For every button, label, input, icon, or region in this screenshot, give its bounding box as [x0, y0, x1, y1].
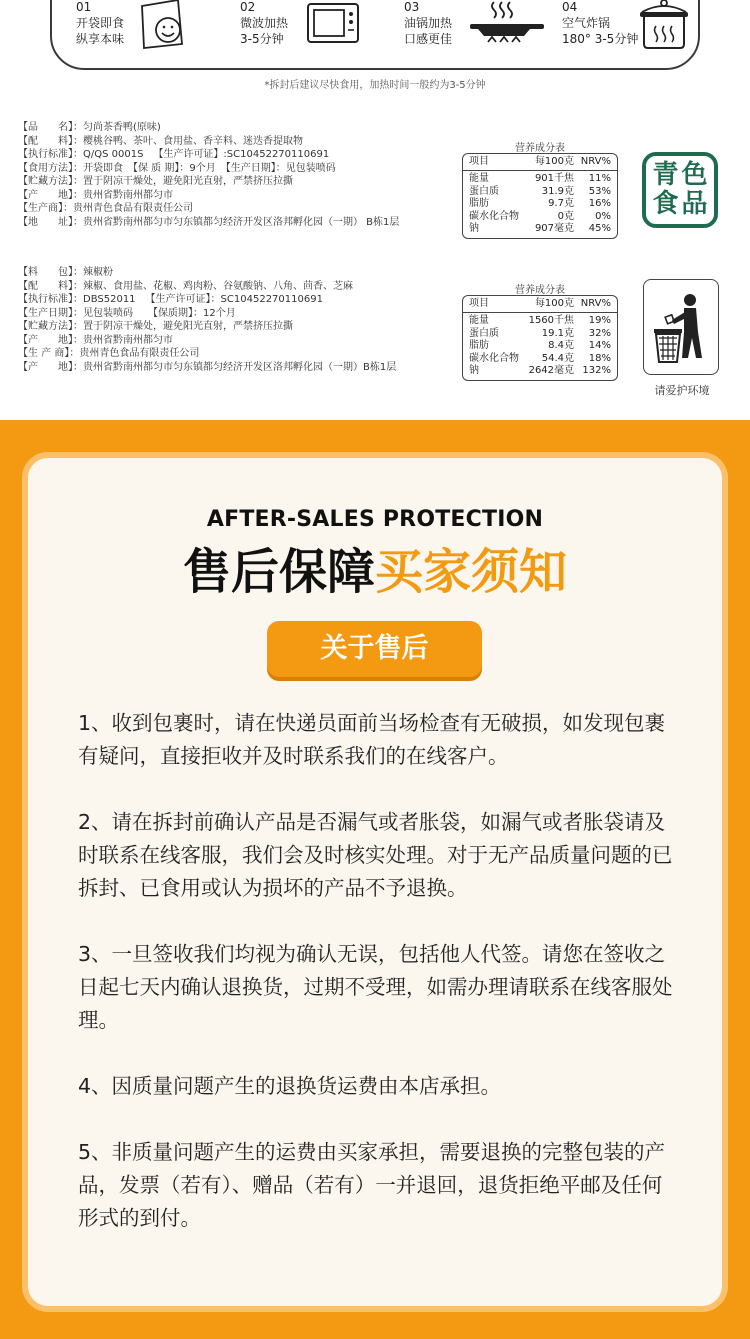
about-after-sales-badge: 关于售后	[267, 621, 482, 677]
rule-item: 4、因质量问题产生的退换货运费由本店承担。	[78, 1074, 502, 1098]
brand-logo	[642, 152, 718, 228]
label-row: 【生产日期】：见包装喷码 【保质期】：12个月	[18, 307, 236, 319]
product-label-main	[18, 121, 478, 229]
after-sales-rules	[78, 707, 678, 1268]
method-detail: 3-5分钟	[240, 32, 284, 46]
nutrition-row: 脂肪 9.7克 16%	[469, 198, 611, 210]
nutrition-row: 能量 901千焦 11%	[469, 173, 611, 184]
nutrition-table-seasoning	[462, 281, 618, 381]
nutrition-row: 蛋白质 31.9克 53%	[469, 185, 611, 197]
nutrition-title: 营养成分表	[515, 143, 565, 154]
recycle-badge	[643, 279, 719, 375]
label-row: 【配 料】：辣椒、食用盐、花椒、鸡肉粉、谷氨酸钠、八角、茴香、芝麻	[18, 280, 353, 292]
rule-item: 2、请在拆封前确认产品是否漏气或者胀袋，如漏气或者胀袋请及时联系在线客服，我们会及时核实处理。对于无产品质量问题的已拆封、已食用或认为损坏的产品不予退换。	[78, 810, 673, 900]
nutrition-row: 钠 907毫克 45%	[469, 223, 611, 235]
label-row: 【配 料】：樱桃谷鸭、茶叶、食用盐、香辛料、迷迭香提取物	[18, 135, 303, 147]
after-sales-cn-title	[0, 543, 750, 601]
recycle-caption: 请爱护环境	[654, 384, 710, 397]
method-detail: 纵享本味	[76, 32, 125, 46]
label-row: 【执行标准】：Q/QS 0001S 【生产许可证】:SC10452270110691	[18, 149, 330, 160]
method-number: 01	[76, 0, 92, 14]
nutrition-title: 营养成分表	[515, 285, 565, 296]
method-title: 开袋即食	[76, 16, 125, 30]
method-number: 03	[404, 0, 420, 14]
label-row: 【地 址】：贵州省黔南州都匀市匀东镇都匀经济开发区洛邦孵化园（一期） B栋1层	[18, 216, 400, 228]
method-title: 油锅加热	[404, 16, 453, 30]
label-row: 【执行标准】：DBS52011 【生产许可证】：SC10452270110691	[18, 294, 323, 305]
label-row: 【品 名】：匀尚茶香鸭(原味)	[18, 122, 161, 133]
microwave-icon	[306, 0, 362, 48]
nutrition-row: 能量 1560千焦 19%	[469, 315, 611, 326]
heating-note: *拆封后建议尽快食用，加热时间一般约为3-5分钟	[264, 80, 486, 91]
after-sales-en-title: AFTER-SALES PROTECTION	[206, 507, 544, 532]
logo-char: 品	[681, 189, 708, 219]
rule-item: 5、非质量问题产生的运费由买家承担，需要退换的完整包装的产品，发票（若有）、赠品（若有）一并退回，退货拒绝平邮及任何形式的到付。	[78, 1140, 666, 1230]
method-title: 微波加热	[240, 16, 289, 30]
label-row: 【贮藏方法】：置于阴凉干燥处，避免阳光直射，严禁挤压拉撕	[18, 176, 293, 187]
title-part-buyer-notice: 买家须知	[375, 544, 568, 600]
nutrition-header: 项目 每100克 NRV%	[463, 298, 617, 313]
nutrition-header: 项目 每100克 NRV%	[463, 156, 617, 171]
product-label-seasoning	[18, 266, 478, 374]
trash-disposal-icon	[644, 280, 717, 373]
title-part-protection: 售后保障	[182, 544, 375, 600]
label-row: 【生产商】：贵州青色食品有限责任公司	[18, 203, 193, 214]
logo-char: 色	[681, 160, 708, 190]
label-row: 【产 地】：贵州省黔南州都匀市匀东镇都匀经济开发区洛邦孵化园（一期）B栋1层	[18, 361, 397, 373]
nutrition-row: 碳水化合物 0克 0%	[469, 210, 611, 222]
label-row: 【食用方法】：开袋即食 【保 质 期】：9个月 【生产日期】：见包装喷码	[18, 162, 336, 174]
nutrition-table-main	[462, 139, 618, 239]
nutrition-row: 脂肪 8.4克 14%	[469, 340, 611, 352]
nutrition-grid	[462, 295, 618, 381]
method-number: 04	[562, 0, 578, 14]
logo-char: 青	[652, 160, 679, 190]
label-row: 【产 地】：贵州省黔南州都匀市	[18, 334, 173, 346]
smile-pouch-icon	[138, 0, 188, 50]
nutrition-row: 蛋白质 19.1克 32%	[469, 327, 611, 339]
label-row: 【料 包】：辣椒粉	[18, 267, 113, 278]
method-detail: 180° 3-5分钟	[562, 32, 639, 46]
label-row: 【贮藏方法】：置于阴凉干燥处，避免阳光直射，严禁挤压拉撕	[18, 321, 293, 332]
method-number: 02	[240, 0, 256, 14]
air-fryer-icon	[636, 0, 692, 52]
nutrition-grid	[462, 153, 618, 239]
method-detail: 口感更佳	[404, 32, 453, 46]
rule-item: 3、一旦签收我们均视为确认无误，包括他人代签。请您在签收之日起七天内确认退换货，过期不受理，如需办理请联系在线客服处理。	[78, 942, 673, 1032]
pan-fire-icon	[464, 0, 546, 48]
nutrition-row: 碳水化合物 54.4克 18%	[469, 352, 611, 364]
nutrition-row: 钠 2642毫克 132%	[469, 365, 611, 377]
rule-item: 1、收到包裹时，请在快递员面前当场检查有无破损，如发现包裹有疑问，直接拒收并及时联系我们的在线客户。	[78, 711, 666, 768]
logo-char: 食	[652, 189, 679, 219]
label-row: 【生 产 商】：贵州青色食品有限责任公司	[18, 348, 200, 359]
label-row: 【产 地】：贵州省黔南州都匀市	[18, 189, 173, 201]
method-title: 空气炸锅	[562, 16, 611, 30]
